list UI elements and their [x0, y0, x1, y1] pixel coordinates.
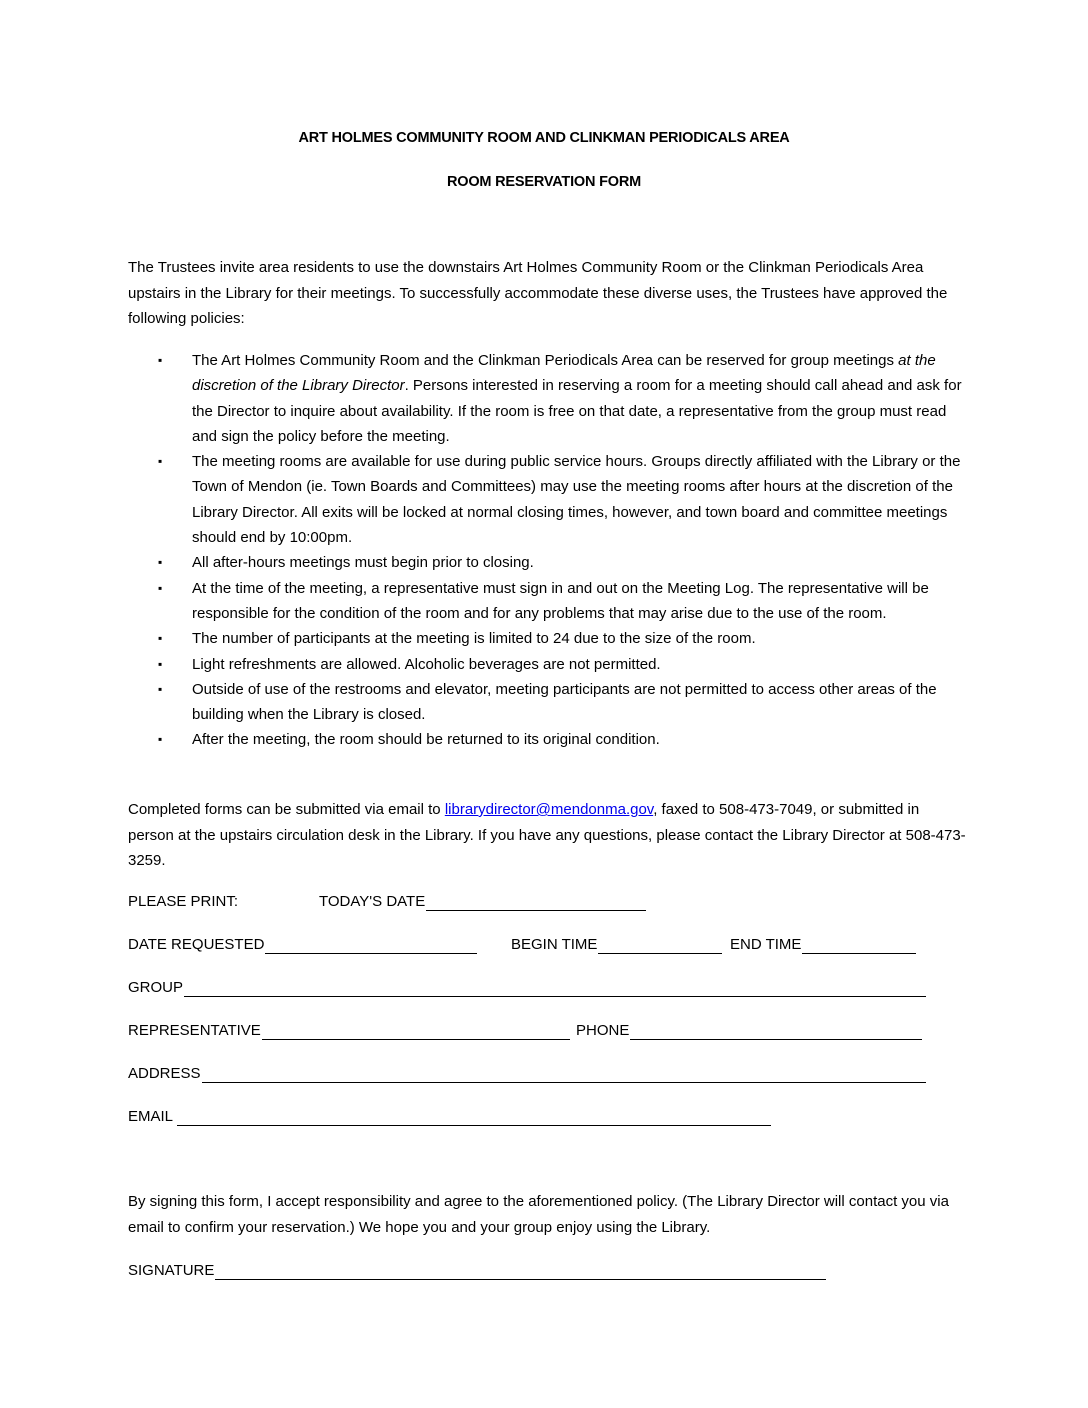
- policy-item: [128, 449, 968, 550]
- representative-field[interactable]: [128, 1020, 570, 1040]
- bullet-icon: ▪: [158, 732, 163, 747]
- email-row: [128, 1106, 968, 1128]
- intro-text: The Trustees invite area residents to use the downstairs Art Holmes Community Room or the Clinkman Periodicals Area upstairs in the Library for their meetings. To successfully accommodate these diverse uses, the Trustees have approved the following policies:: [128, 259, 948, 327]
- date-requested-input[interactable]: [265, 937, 477, 954]
- phone-label: PHONE: [576, 1022, 630, 1039]
- document-subtitle: ROOM RESERVATION FORM: [447, 174, 641, 190]
- closing-text: By signing this form, I accept responsibility and agree to the aforementioned policy. (The Library Director will contact you via email to confirm your reservation.) We hope you and your group enjoy using the Library.: [128, 1193, 949, 1236]
- todays-date-row: [128, 891, 968, 913]
- begin-time-input[interactable]: [598, 937, 722, 954]
- policy-text: The number of participants at the meeting is limited to 24 due to the size of the room.: [192, 630, 756, 648]
- representative-label: REPRESENTATIVE: [128, 1022, 261, 1039]
- policy-item: [128, 550, 968, 575]
- closing-paragraph: [128, 1189, 968, 1240]
- begin-time-field[interactable]: [511, 934, 722, 954]
- phone-input[interactable]: [630, 1023, 922, 1040]
- representative-input[interactable]: [262, 1023, 570, 1040]
- policy-item: [128, 348, 968, 449]
- submission-text: , faxed to 508-473-7049, or submitted in person at the upstairs circulation desk in the Library. If you have any questions, please contact the Library Director at 508-473-3259.: [128, 801, 966, 869]
- signature-label: SIGNATURE: [128, 1262, 215, 1279]
- policy-emphasis: at the discretion of the Library Director: [192, 352, 936, 395]
- policy-text: After the meeting, the room should be returned to its original condition.: [192, 731, 660, 749]
- date-requested-field[interactable]: [128, 934, 477, 954]
- policy-text: At the time of the meeting, a representative must sign in and out on the Meeting Log. The representative will be responsible for the condition of the room and for any problems that may arise due to the use of the room.: [192, 579, 929, 622]
- phone-field[interactable]: [576, 1020, 922, 1040]
- policy-text: Light refreshments are allowed. Alcoholic beverages are not permitted.: [192, 655, 661, 673]
- begin-time-label: BEGIN TIME: [511, 936, 598, 953]
- date-requested-label: DATE REQUESTED: [128, 936, 265, 953]
- bullet-icon: ▪: [158, 555, 163, 570]
- address-label: ADDRESS: [128, 1065, 201, 1082]
- policy-item: [128, 677, 968, 728]
- group-field[interactable]: [128, 977, 926, 997]
- bullet-icon: ▪: [158, 580, 163, 595]
- address-row: [128, 1063, 968, 1085]
- signature-field[interactable]: [128, 1260, 826, 1280]
- signature-input[interactable]: [215, 1263, 826, 1280]
- representative-row: [128, 1020, 968, 1042]
- todays-date-field[interactable]: [319, 891, 646, 911]
- email-input[interactable]: [177, 1109, 771, 1126]
- intro-paragraph: [128, 255, 968, 332]
- policy-text: All after-hours meetings must begin prior to closing.: [192, 554, 534, 572]
- policy-text: The meeting rooms are available for use during public service hours. Groups directly affiliated with the Library or the Town of Mendon (ie. Town Boards and Committees) may use the meeting rooms after hours at the discretion of the Library Director. All exits will be locked at normal closing times, however, and town board and committee meetings should end by 10:00pm.: [192, 453, 961, 547]
- email-field[interactable]: [128, 1106, 771, 1126]
- todays-date-input[interactable]: [426, 894, 646, 911]
- bullet-icon: ▪: [158, 681, 163, 696]
- policy-item: [128, 652, 968, 677]
- address-field[interactable]: [128, 1063, 926, 1083]
- director-email-link[interactable]: librarydirector@mendonma.gov: [444, 801, 654, 818]
- date-time-row: [128, 934, 968, 956]
- policy-text: . Persons interested in reserving a room for a meeting should call ahead and ask for the Director to inquire about availability. If the room is free on that date, a representative from the group must read and sign the policy before the meeting.: [192, 377, 962, 445]
- todays-date-label: TODAY'S DATE: [319, 893, 426, 910]
- policy-item: [128, 626, 968, 651]
- bullet-icon: ▪: [158, 631, 163, 646]
- signature-row: [128, 1260, 968, 1282]
- policy-text: The Art Holmes Community Room and the Clinkman Periodicals Area can be reserved for group meetings: [192, 352, 899, 369]
- policy-list: [128, 348, 968, 753]
- bullet-icon: ▪: [158, 454, 163, 469]
- end-time-input[interactable]: [802, 937, 916, 954]
- please-print-label: PLEASE PRINT:: [128, 893, 239, 910]
- group-row: [128, 977, 968, 999]
- address-input[interactable]: [202, 1066, 926, 1083]
- policy-text: Outside of use of the restrooms and elevator, meeting participants are not permitted to access other areas of the building when the Library is closed.: [192, 680, 937, 724]
- bullet-icon: ▪: [158, 353, 163, 367]
- bullet-icon: ▪: [158, 656, 163, 671]
- submission-text: Completed forms can be submitted via email to: [128, 801, 445, 818]
- policy-item: [128, 727, 968, 752]
- submission-paragraph: [128, 797, 968, 874]
- end-time-field[interactable]: [730, 934, 916, 954]
- policy-item: [128, 576, 968, 627]
- document-title: ART HOLMES COMMUNITY ROOM AND CLINKMAN PERIODICALS AREA: [298, 130, 790, 146]
- group-input[interactable]: [184, 980, 926, 997]
- email-label: EMAIL: [128, 1108, 174, 1125]
- end-time-label: END TIME: [730, 936, 802, 953]
- group-label: GROUP: [128, 979, 184, 996]
